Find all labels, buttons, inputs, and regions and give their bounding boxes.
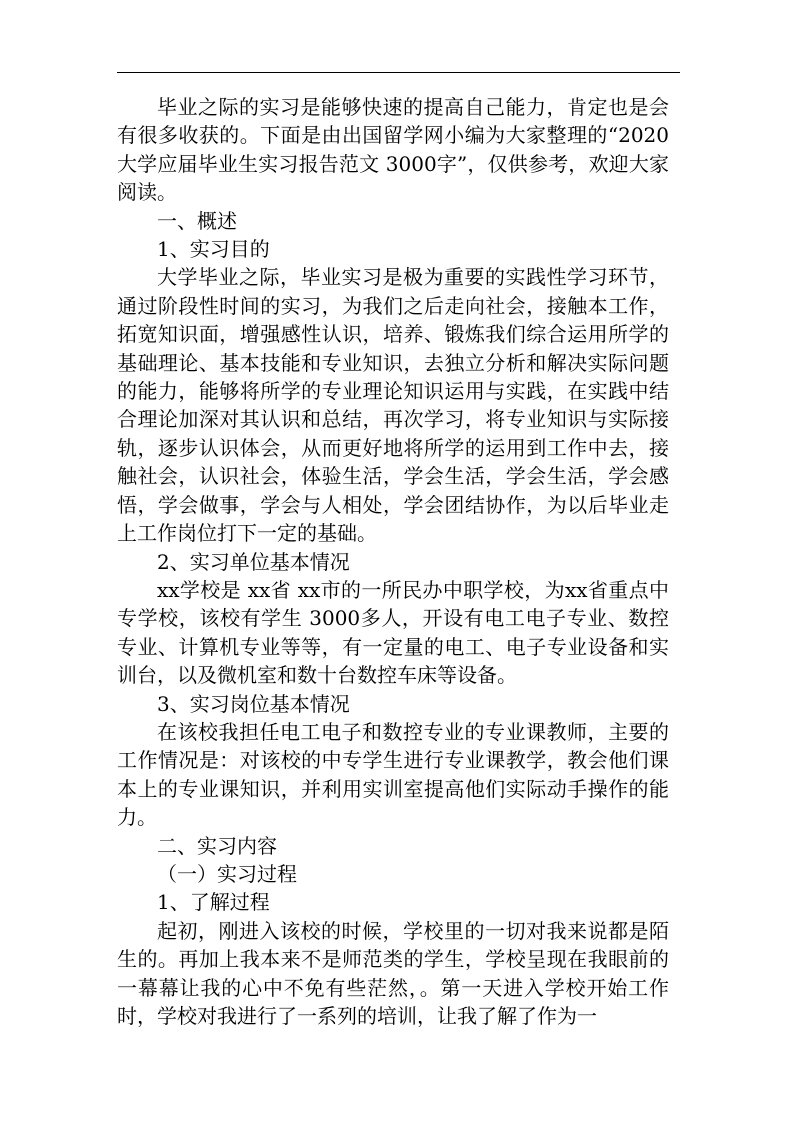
section-heading-overview: 一、概述 (157, 208, 237, 233)
subheading-process: （一）实习过程 (157, 861, 297, 886)
document-body (117, 93, 669, 1030)
intro-paragraph: 毕业之际的实习是能够快速的提高自己能力，肯定也是会有很多收获的。下面是由出国留学网小编为大家整理的“2020大学应届毕业生实习报告范文 3000字”，仅供参考，欢迎大家阅读。 (117, 95, 669, 205)
header-rule (117, 72, 680, 73)
subheading-understanding: 1、了解过程 (157, 890, 270, 915)
process-paragraph: 起初，刚进入该校的时候，学校里的一切对我来说都是陌生的。再加上我本来不是师范类的学生，学校呈现在我眼前的一幕幕让我的心中不免有些茫然，。第一天进入学校开始工作时，学校对我进行了一系列的培训，让我了解了作为一 (117, 918, 669, 1028)
subheading-internship-purpose: 1、实习目的 (157, 237, 270, 262)
purpose-paragraph: 大学毕业之际，毕业实习是极为重要的实践性学习环节，通过阶段性时间的实习，为我们之后走向社会，接触本工作，拓宽知识面，增强感性认识，培养、锻炼我们综合运用所学的基础理论、基本技能和专业知识，去独立分析和解决实际问题的能力，能够将所学的专业理论知识运用与实践，在实践中结合理论加深对其认识和总结，再次学习，将专业知识与实际接轨，逐步认识体会，从而更好地将所学的运用到工作中去，接触社会，认识社会，体验生活，学会生活，学会生活，学会感悟，学会做事，学会与人相处，学会团结协作，为以后毕业走上工作岗位打下一定的基础。 (117, 265, 669, 546)
subheading-unit-info: 2、实习单位基本情况 (157, 549, 350, 574)
subheading-position-info: 3、实习岗位基本情况 (157, 691, 350, 716)
section-heading-content: 二、实习内容 (157, 833, 277, 858)
unit-info-paragraph: xx学校是 xx省 xx市的一所民办中职学校，为xx省重点中专学校，该校有学生 3000多人，开设有电工电子专业、数控专业、计算机专业等等，有一定量的电工、电子专业设备和实训台，以及微机室和数十台数控车床等设备。 (117, 577, 669, 688)
position-info-paragraph: 在该校我担任电工电子和数控专业的专业课教师，主要的工作情况是：对该校的中专学生进行专业课教学，教会他们课本上的专业课知识，并利用实训室提高他们实际动手操作的能力。 (117, 719, 669, 830)
